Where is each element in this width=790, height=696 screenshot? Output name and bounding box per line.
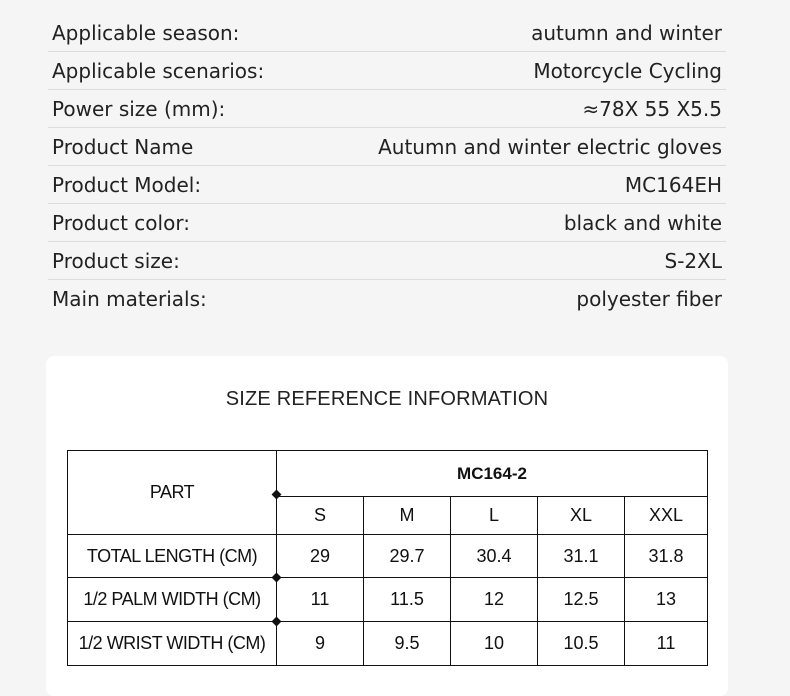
spec-label: Product size:: [52, 248, 180, 273]
spec-list: [48, 14, 726, 318]
row-label-text: 1/2 PALM WIDTH (CM): [83, 589, 261, 609]
table-row: [68, 535, 708, 578]
table-cell: 13: [625, 578, 708, 622]
table-cell: 9: [277, 622, 364, 666]
size-header-m: M: [364, 497, 451, 535]
table-cell: 9.5: [364, 622, 451, 666]
size-header-xxl: XXL: [625, 497, 708, 535]
table-cell: 12: [451, 578, 538, 622]
part-header: PART: [149, 482, 195, 502]
spec-label: Product color:: [52, 210, 190, 235]
table-row: [68, 622, 708, 666]
row-label-wrist-width: 1/2 WRIST WIDTH (CM): [68, 622, 277, 666]
spec-value: Autumn and winter electric gloves: [378, 134, 722, 159]
spec-value: S-2XL: [664, 248, 722, 273]
table-cell: 29.7: [364, 535, 451, 578]
size-header-s: S: [277, 497, 364, 535]
table-cell: 29: [277, 535, 364, 578]
spec-row-main-materials: [48, 280, 726, 318]
spec-label: Product Model:: [52, 172, 202, 197]
table-cell: 31.8: [625, 535, 708, 578]
table-cell: 10: [451, 622, 538, 666]
table-cell: 12.5: [538, 578, 625, 622]
spec-value: black and white: [563, 210, 722, 235]
table-cell: 11.5: [364, 578, 451, 622]
model-header: MC164-2: [277, 451, 708, 497]
spec-row-scenarios: [48, 52, 726, 90]
size-header-l: L: [451, 497, 538, 535]
spec-row-power-size: [48, 90, 726, 128]
size-header-xl: XL: [538, 497, 625, 535]
table-cell: 11: [625, 622, 708, 666]
table-cell: 30.4: [451, 535, 538, 578]
spec-label: Product Name: [52, 134, 194, 159]
spec-row-product-name: [48, 128, 726, 166]
row-label-total-length: [68, 535, 277, 578]
spec-value: Motorcycle Cycling: [533, 58, 722, 83]
spec-label: Power size (mm):: [52, 96, 226, 121]
spec-label: Applicable scenarios:: [52, 58, 265, 83]
spec-value: MC164EH: [624, 172, 722, 197]
spec-row-product-size: [48, 242, 726, 280]
table-cell: 11: [277, 578, 364, 622]
row-label-palm-width: [68, 578, 277, 622]
spec-label: Main materials:: [52, 287, 207, 311]
part-header-cell: [68, 451, 277, 535]
size-table: [67, 450, 708, 666]
spec-value: polyester fiber: [576, 287, 722, 311]
size-reference-title: SIZE REFERENCE INFORMATION: [225, 388, 549, 410]
table-cell: 31.1: [538, 535, 625, 578]
spec-value: autumn and winter: [531, 20, 722, 45]
spec-value: ≈78X 55 X5.5: [582, 96, 722, 121]
size-reference-card: [46, 356, 728, 696]
spec-label: Applicable season:: [52, 20, 240, 45]
spec-row-product-model: [48, 166, 726, 204]
table-row: [68, 578, 708, 622]
spec-row-season: [48, 14, 726, 52]
spec-row-product-color: [48, 204, 726, 242]
row-label-text: TOTAL LENGTH (CM): [86, 545, 258, 566]
table-cell: 10.5: [538, 622, 625, 666]
